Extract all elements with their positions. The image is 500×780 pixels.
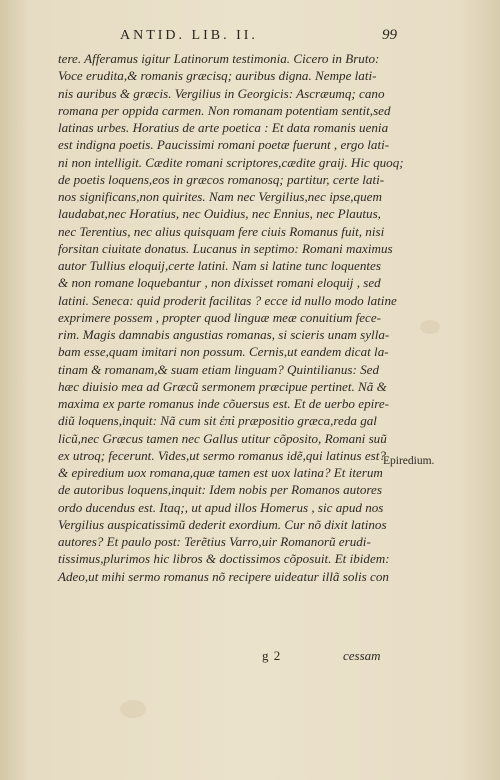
text-line: nos significans,non quirites. Nam nec Vergilius,nec ipse,quem bbox=[58, 189, 382, 204]
text-line: nis auribus & græcis. Vergilius in Georgicis: Ascræumq; cano bbox=[58, 85, 385, 101]
text-line: latini. Seneca: quid proderit facilitas ? ecce id nullo modo latine bbox=[58, 292, 397, 308]
catchword: cessam bbox=[343, 648, 381, 663]
page-header bbox=[0, 28, 500, 48]
text-line: autores? Et paulo post: Terẽtius Varro,uir Romanorũ erudi- bbox=[58, 534, 371, 549]
text-line: nec Terentius, nec alius quisquam fere ciuis Romanus fuit, nisi bbox=[58, 223, 385, 239]
text-line: Voce erudita,& romanis græcisq; auribus digna. Nempe lati- bbox=[58, 68, 377, 84]
text-line: ordo ducendus est. Itaq;, ut apud illos Homerus , sic apud nos bbox=[58, 499, 384, 515]
text-line: latinas urbes. Horatius de arte poetica : Et data romanis uenia bbox=[58, 120, 389, 135]
text-line: forsitan ciuitate donatus. Lucanus in septimo: Romani maximus bbox=[58, 240, 393, 256]
text-line: rim. Magis damnabis angustias romanas, si scieris unam sylla- bbox=[58, 327, 390, 342]
text-line: ex utroq; fecerunt. Vides,ut sermo romanus idẽ,qui latinus est? bbox=[58, 447, 386, 463]
text-line: Adeo,ut mihi sermo romanus nõ recipere uideatur illã solis con bbox=[58, 568, 389, 584]
text-line: autor Tullius eloquij,certe latini. Nam si latine tunc loquentes bbox=[58, 258, 381, 273]
text-line: diũ loquens,inquit: Nã cum sit ἐπὶ præpositio græca,reda gal bbox=[58, 413, 377, 429]
text-line: & epiredium uox romana,quæ tamen est uox latina? Et iterum bbox=[58, 465, 383, 480]
text-line: ni non intelligit. Cædite romani scriptores,cædite graij. Hic quoq; bbox=[58, 154, 404, 170]
text-line: & non romane loquebantur , non dixisset romani eloquij , sed bbox=[58, 275, 381, 291]
text-line: tere. Afferamus igitur Latinorum testimonia. Cicero in Bruto: bbox=[58, 51, 380, 66]
running-head: ANTID. LIB. II. bbox=[120, 28, 258, 43]
text-line: tinam & romanam,& suam etiam linguam? Quintilianus: Sed bbox=[58, 361, 380, 377]
text-line: Vergilius auspicatissimũ dederit exordium. Cur nõ dixit latinos bbox=[58, 516, 387, 532]
text-line: tissimus,plurimos hic libros & doctissimos cõposuit. Et ibidem: bbox=[58, 551, 390, 567]
text-line: maxima ex parte romanus inde cõuersus est. Et de uerbo epire- bbox=[58, 396, 390, 411]
foxing-spot bbox=[120, 700, 146, 718]
foxing-spot bbox=[420, 320, 440, 334]
text-line: licũ,nec Græcus tamen nec Gallus utitur cõposito, Romani suũ bbox=[58, 430, 387, 446]
text-line: de poetis loquens,eos in græcos romanosq; partitur, certe lati- bbox=[58, 171, 385, 187]
signature-mark: g 2 bbox=[262, 648, 282, 663]
body-text bbox=[58, 50, 404, 585]
text-line: hæc diuisio mea ad Græcũ sermonem præcipue pertinet. Nã & bbox=[58, 378, 387, 394]
text-line: romana per oppida carmen. Non romanam potentiam sentit,sed bbox=[58, 102, 391, 118]
text-line: exprimere possem , propter quod linguæ meæ conuitium fece- bbox=[58, 309, 382, 325]
text-line: est indigna poetis. Paucissimi romani poetæ fuerunt , ergo lati- bbox=[58, 137, 390, 153]
text-line: laudabat,nec Horatius, nec Ouidius, nec Ennius, nec Plautus, bbox=[58, 206, 381, 222]
text-line: de autoribus loquens,inquit: Idem nobis per Romanos autores bbox=[58, 482, 382, 498]
page-number: 99 bbox=[382, 27, 397, 43]
marginal-note: Epiredium. bbox=[383, 455, 435, 467]
text-line: bam esse,quam imitari non possum. Cernis,ut eandem dicat la- bbox=[58, 344, 389, 360]
